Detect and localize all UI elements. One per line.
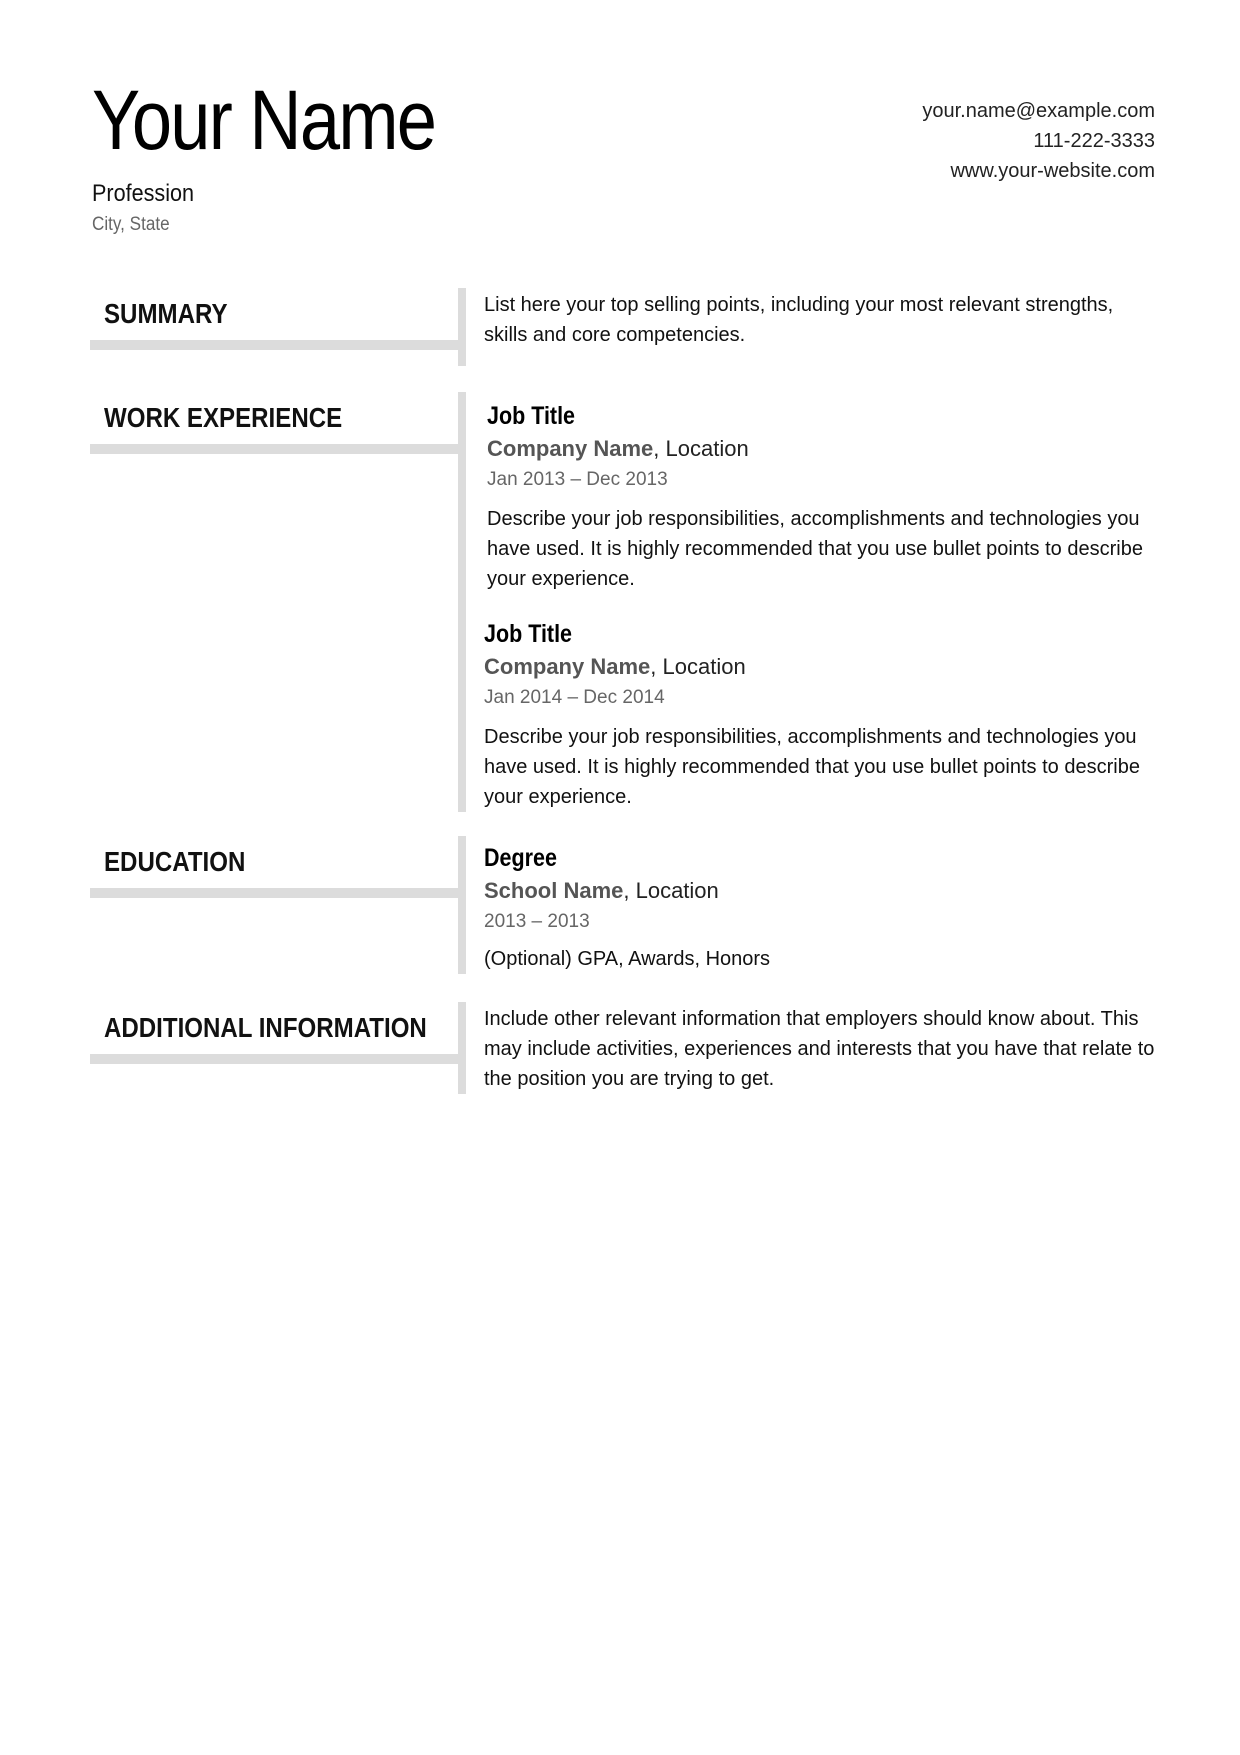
section-title: WORK EXPERIENCE	[104, 402, 343, 433]
company-location: , Location	[650, 654, 746, 679]
section-vertical-rule	[458, 1002, 466, 1094]
contact-info	[922, 96, 1155, 186]
section-title: SUMMARY	[104, 298, 228, 329]
section-vertical-rule	[458, 392, 466, 812]
website-link[interactable]: www.your-website.com	[950, 160, 1155, 182]
job-title: Job Title	[484, 620, 573, 648]
company-name: Company Name	[484, 654, 651, 679]
school-location: , Location	[623, 878, 719, 903]
job-entry	[487, 400, 1162, 594]
section-divider	[90, 444, 458, 454]
job-description: Describe your job responsibilities, accomplishments and technologies you have used. It is highly recommended that you use bullet points to describe your experience.	[484, 726, 1140, 808]
school-name: School Name	[484, 878, 624, 903]
section-divider	[90, 340, 458, 350]
job-company-line	[484, 650, 1159, 684]
company-location: , Location	[653, 436, 749, 461]
section-vertical-rule	[458, 836, 466, 974]
school-line	[484, 874, 1159, 908]
education-entry	[484, 842, 1159, 974]
job-dates: Jan 2014 – Dec 2014	[484, 687, 665, 708]
section-vertical-rule	[458, 288, 466, 366]
email-link[interactable]: your.name@example.com	[922, 100, 1155, 122]
summary-text: List here your top selling points, including your most relevant strengths, skills and core competencies.	[484, 294, 1114, 346]
candidate-name: Your Name	[92, 73, 436, 167]
location: City, State	[92, 214, 170, 235]
company-name: Company Name	[487, 436, 654, 461]
phone-number: 111-222-3333	[1033, 130, 1155, 152]
degree: Degree	[484, 844, 557, 872]
job-entry	[484, 618, 1159, 812]
section-title: EDUCATION	[104, 846, 246, 877]
additional-text: Include other relevant information that employers should know about. This may include activities, experiences and interests that you have that relate to the position you are trying to get.	[484, 1008, 1155, 1090]
job-company-line	[487, 432, 1162, 466]
job-dates: Jan 2013 – Dec 2013	[487, 469, 668, 490]
job-description: Describe your job responsibilities, accomplishments and technologies you have used. It is highly recommended that you use bullet points to describe your experience.	[487, 508, 1143, 590]
education-dates: 2013 – 2013	[484, 911, 590, 932]
section-divider	[90, 1054, 458, 1064]
section-divider	[90, 888, 458, 898]
education-extra: (Optional) GPA, Awards, Honors	[484, 948, 771, 970]
profession: Profession	[92, 180, 195, 207]
job-title: Job Title	[487, 402, 576, 430]
section-title: ADDITIONAL INFORMATION	[104, 1012, 427, 1043]
